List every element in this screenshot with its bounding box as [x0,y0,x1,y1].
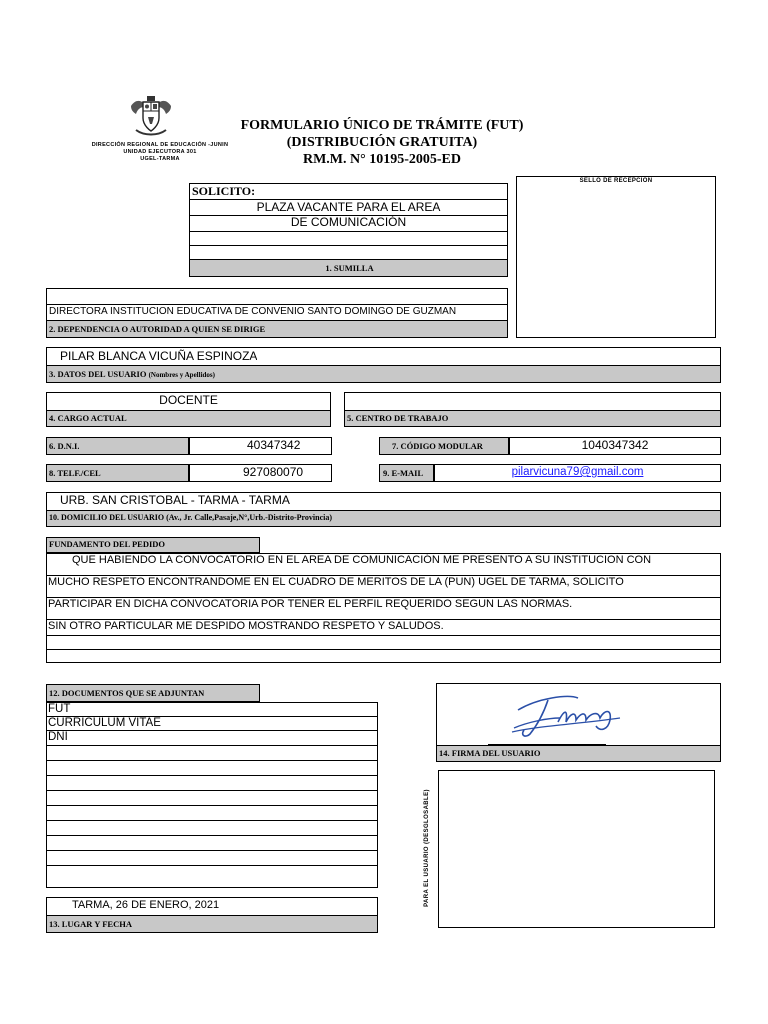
fundamento-label: FUNDAMENTO DEL PEDIDO [49,539,166,549]
email-link[interactable]: pilarvicuna79@gmail.com [511,466,644,478]
form-title: FORMULARIO ÚNICO DE TRÁMITE (FUT) [240,118,524,133]
documento-item: CURRICULUM VITAE [48,717,161,729]
form-subtitle: (DISTRIBUCIÓN GRATUITA) [286,135,478,150]
dni-label: 6. D.N.I. [49,441,80,451]
lugar-label: 13. LUGAR Y FECHA [49,919,132,929]
user-signature [508,688,628,740]
dependencia-label: 2. DEPENDENCIA O AUTORIDAD A QUIEN SE DIRIGE [49,324,266,334]
solicito-line-2: DE COMUNICACIÓN [290,215,407,229]
documentos-label: 12. DOCUMENTOS QUE SE ADJUNTAN [49,688,205,698]
documento-item: FUT [48,703,71,715]
fundamento-line-2: MUCHO RESPETO ENCONTRANDOME EN EL CUADRO DE MERITOS DE LA (PUN) UGEL DE TARMA, SOLICITO [48,576,624,588]
domicilio-label: 10. DOMICILIO DEL USUARIO (Av., Jr. Calle,Pasaje,N°,Urb.-Distrito-Provincia) [49,513,333,522]
usuario-label: 3. DATOS DEL USUARIO (Nombres y Apellidos) [49,369,215,379]
solicito-line-1: PLAZA VACANTE PARA EL AREA [256,200,441,214]
telf-value: 927080070 [243,465,304,479]
codigo-label: 7. CÓDIGO MODULAR [392,441,483,451]
centro-label: 5. CENTRO DE TRABAJO [347,413,449,423]
org-line-3: UGEL-TARMA [140,156,180,162]
org-line-2: UNIDAD EJECUTORA 301 [123,149,197,155]
reception-stamp-box [516,176,716,338]
desglosable-box [438,770,715,928]
fundamento-line-1: QUE HABIENDO LA CONVOCATORIO EN EL AREA DE COMUNICACIÓN ME PRESENTO A SU INSTITUCION CON [72,554,652,566]
solicito-label: SOLICITO: [192,184,256,198]
org-line-1: DIRECCIÓN REGIONAL DE EDUCACIÓN -JUNIN [91,142,229,148]
firma-label: 14. FIRMA DEL USUARIO [439,748,541,758]
form-resolution: RM.M. N° 10195-2005-ED [302,152,462,167]
email-label: 9. E-MAIL [383,468,424,478]
dni-value: 40347342 [247,438,301,452]
dependencia-value: DIRECTORA INSTITUCION EDUCATIVA DE CONVENIO SANTO DOMINGO DE GUZMAN [49,306,457,317]
documento-item: DNI [48,731,68,743]
codigo-value: 1040347342 [581,438,649,452]
lugar-value: TARMA, 26 DE ENERO, 2021 [72,899,220,911]
domicilio-value: URB. SAN CRISTOBAL - TARMA - TARMA [60,493,290,507]
coat-of-arms-logo [128,94,174,138]
cargo-value: DOCENTE [159,393,218,407]
telf-label: 8. TELF./CEL [49,468,101,478]
cargo-label: 4. CARGO ACTUAL [49,413,127,423]
fundamento-line-4: SIN OTRO PARTICULAR ME DESPIDO MOSTRANDO RESPETO Y SALUDOS. [48,620,444,632]
fundamento-line-3: PARTICIPAR EN DICHA CONVOCATORIA POR TENER EL PERFIL REQUERIDO SEGUN LAS NORMAS. [48,598,573,610]
reception-stamp-label: SELLO DE RECEPCIÓN [579,178,653,184]
sumilla-label: 1. SUMILLA [325,263,374,273]
desglosable-label: PARA EL USUARIO (DESGLOSABLE) [424,789,430,907]
usuario-value: PILAR BLANCA VICUÑA ESPINOZA [60,349,258,363]
